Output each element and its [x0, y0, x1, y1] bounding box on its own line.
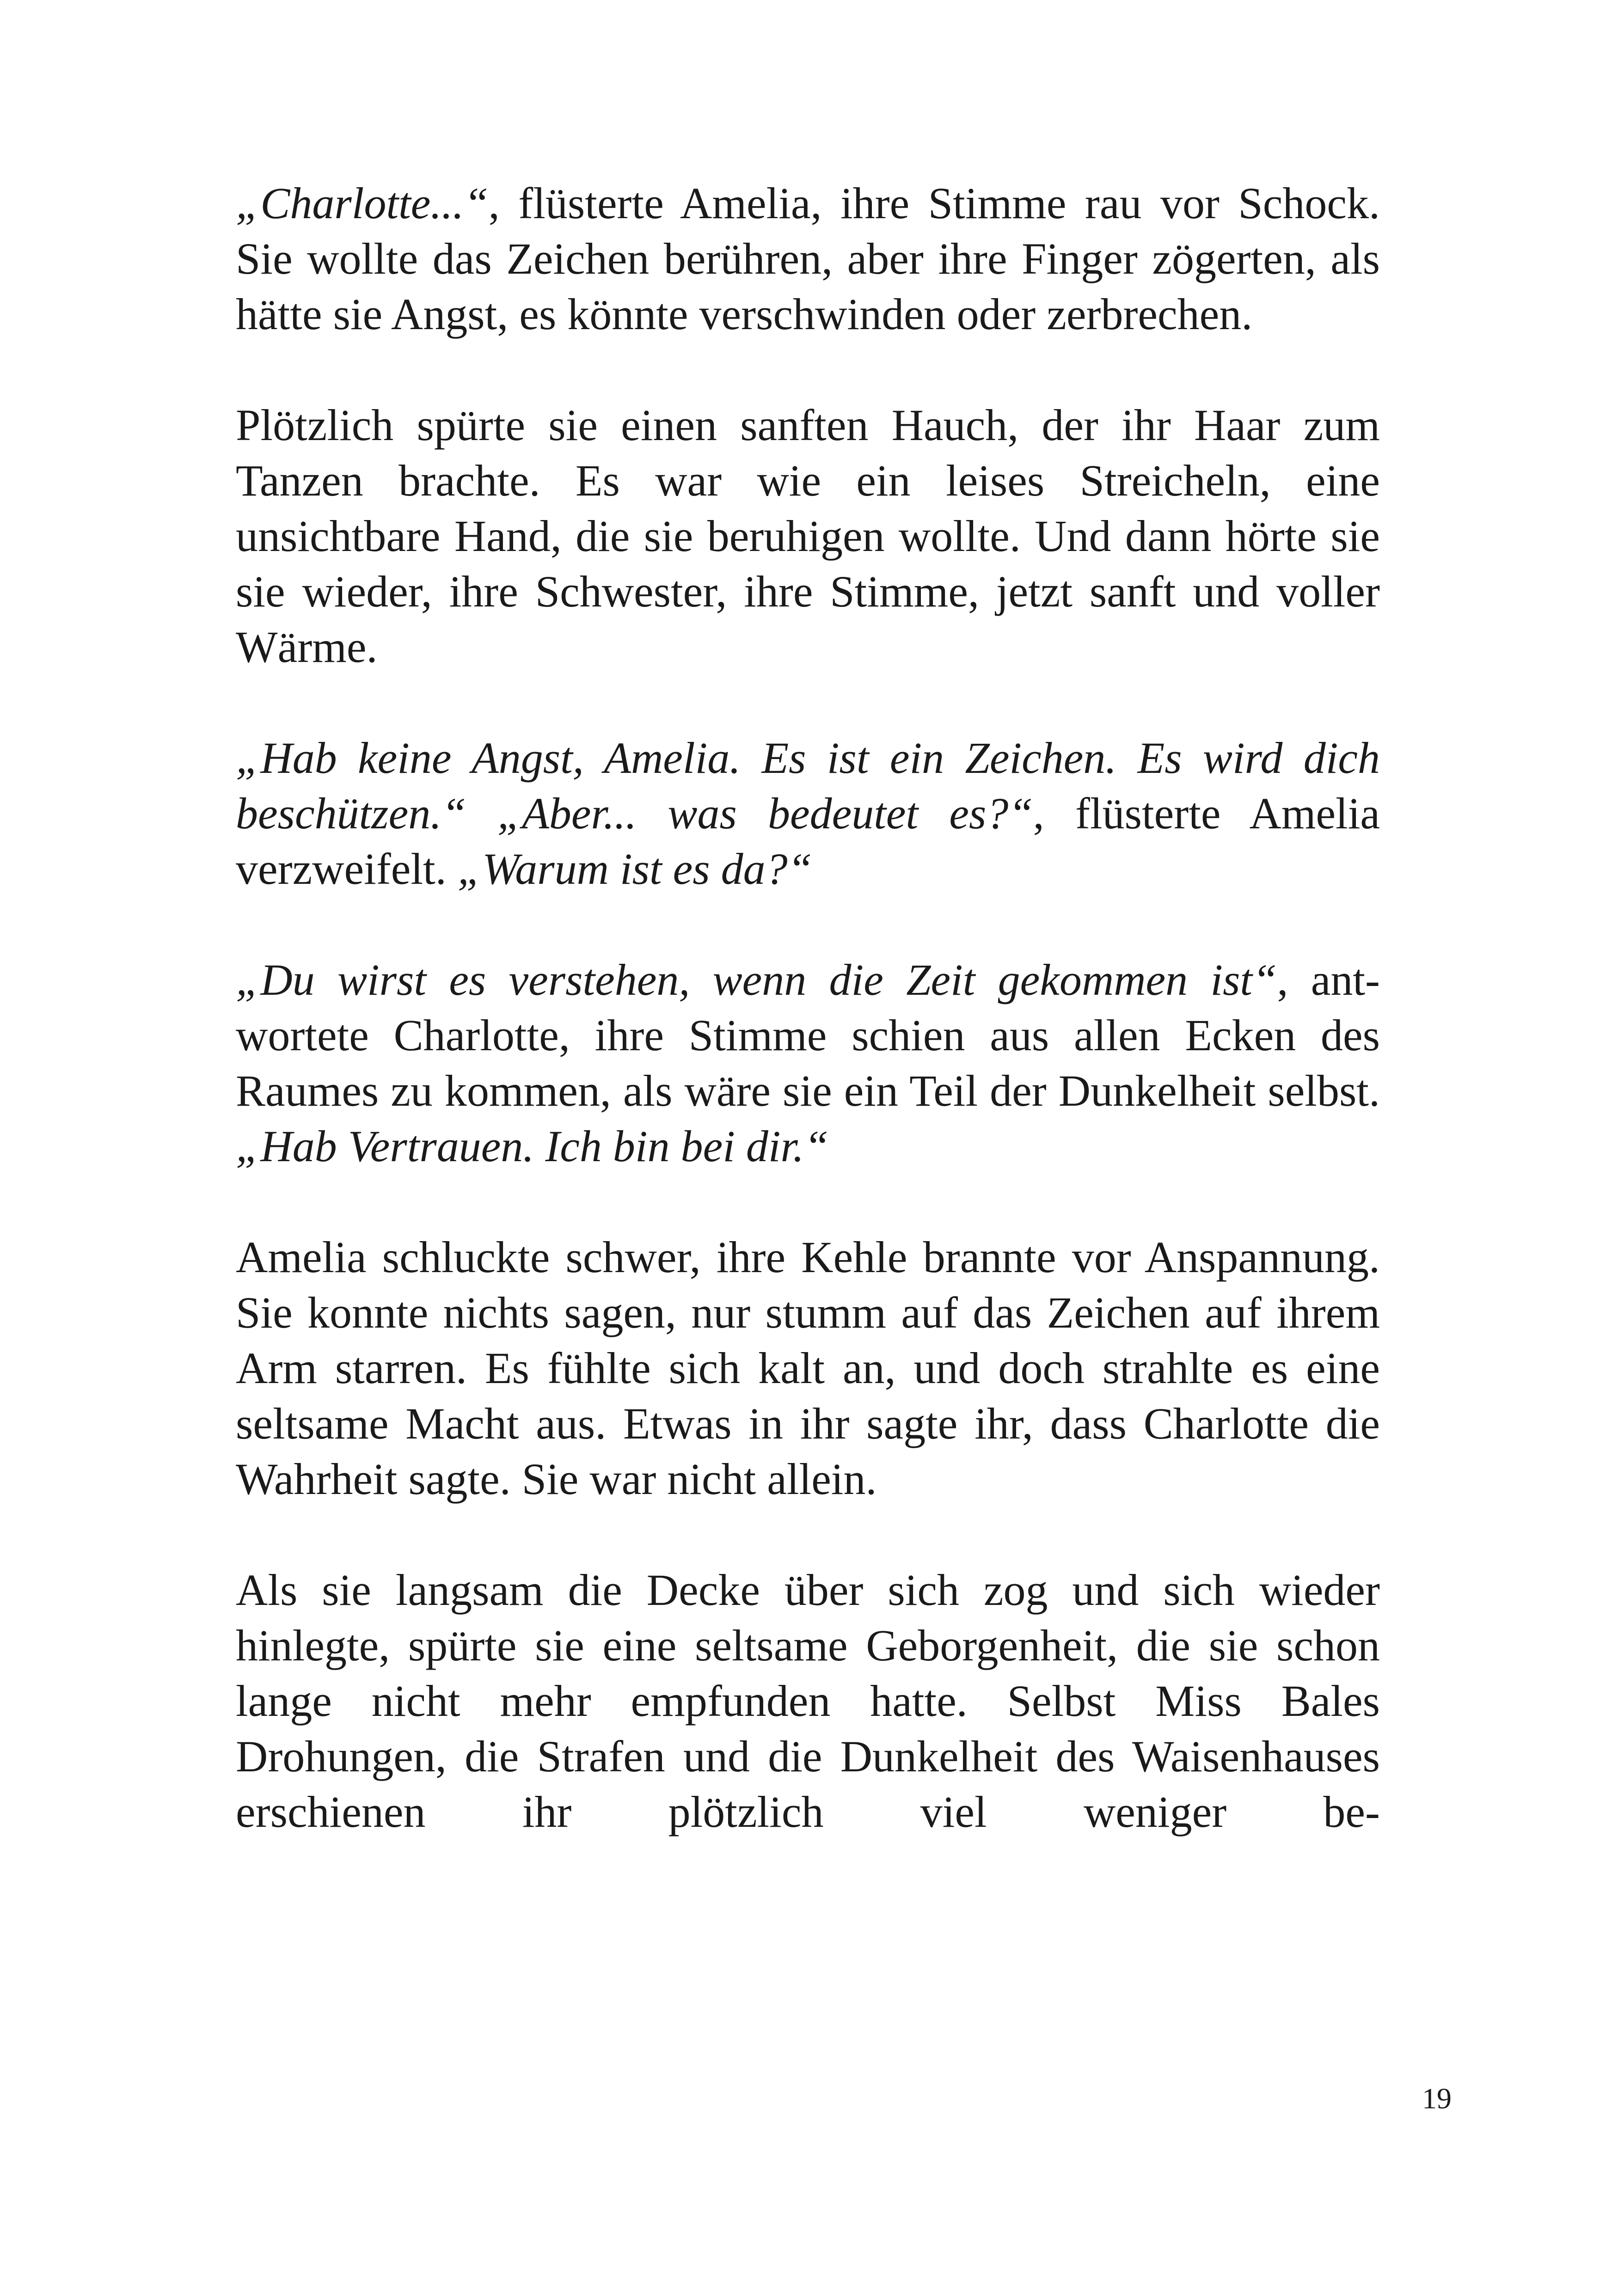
dialogue-segment: „Hab Vertrauen. Ich bin bei dir.“: [236, 1121, 829, 1171]
dialogue-segment: „Hab keine Angst, Amelia. Es ist ein Zeichen. Es wird dich beschützen.“ „Aber... was bedeutet es?“: [236, 733, 1380, 838]
dialogue-segment: „Du wirst es verstehen, wenn die Zeit gekommen ist“: [236, 955, 1277, 1004]
narration-segment: Amelia schluckte schwer, ihre Kehle brannte vor Anspannung. Sie konnte nichts sagen, nur stumm auf das Zeichen auf ihrem Arm starren. Es fühlte sich kalt an, und doch strahlte es eine seltsame Macht aus. Etwas in ihr sagte ihr, dass Charlotte die Wahrheit sagte. Sie war nicht allein.: [236, 1232, 1380, 1504]
narration-segment: , flüsterte Amelia, ihre Stimme rau vor Schock. Sie wollte das Zeichen berühren, aber ihre Finger zögerten, als hätte sie Angst, es könnte verschwinden oder zerbrechen.: [236, 178, 1380, 339]
paragraph: [236, 1230, 1380, 1507]
paragraph: [236, 1562, 1380, 1840]
paragraph: [236, 730, 1380, 897]
dialogue-segment: „Charlotte...“: [236, 178, 489, 228]
paragraph: [236, 952, 1380, 1174]
page-number: 19: [1422, 2082, 1452, 2115]
narration-segment: Als sie langsam die Decke über sich zog und sich wieder hinlegte, spürte sie eine seltsame Geborgenheit, die sie schon lange nicht mehr empfunden hatte. Selbst Miss Bales Drohungen, die Strafen und die Dunkelheit des Waisenhauses erschienen ihr plötzlich viel weniger be-: [236, 1565, 1380, 1837]
dialogue-segment: „Warum ist es da?“: [457, 844, 813, 894]
paragraph: [236, 176, 1380, 342]
body-text: [236, 176, 1380, 1840]
narration-segment: , flüsterte Amelia verzweifelt.: [236, 789, 1380, 894]
paragraph: [236, 398, 1380, 675]
narration-segment: Plötzlich spürte sie einen sanften Hauch, der ihr Haar zum Tanzen brachte. Es war wie ein leises Streicheln, eine unsichtbare Hand, die sie beruhigen wollte. Und dann hörte sie sie wieder, ihre Schwester, ihre Stimme, jetzt sanft und voller Wärme.: [236, 400, 1380, 672]
narration-segment: , antwortete Charlotte, ihre Stimme schien aus allen Ecken des Raumes zu kommen, als wäre sie ein Teil der Dunkelheit selbst.: [236, 955, 1380, 1115]
